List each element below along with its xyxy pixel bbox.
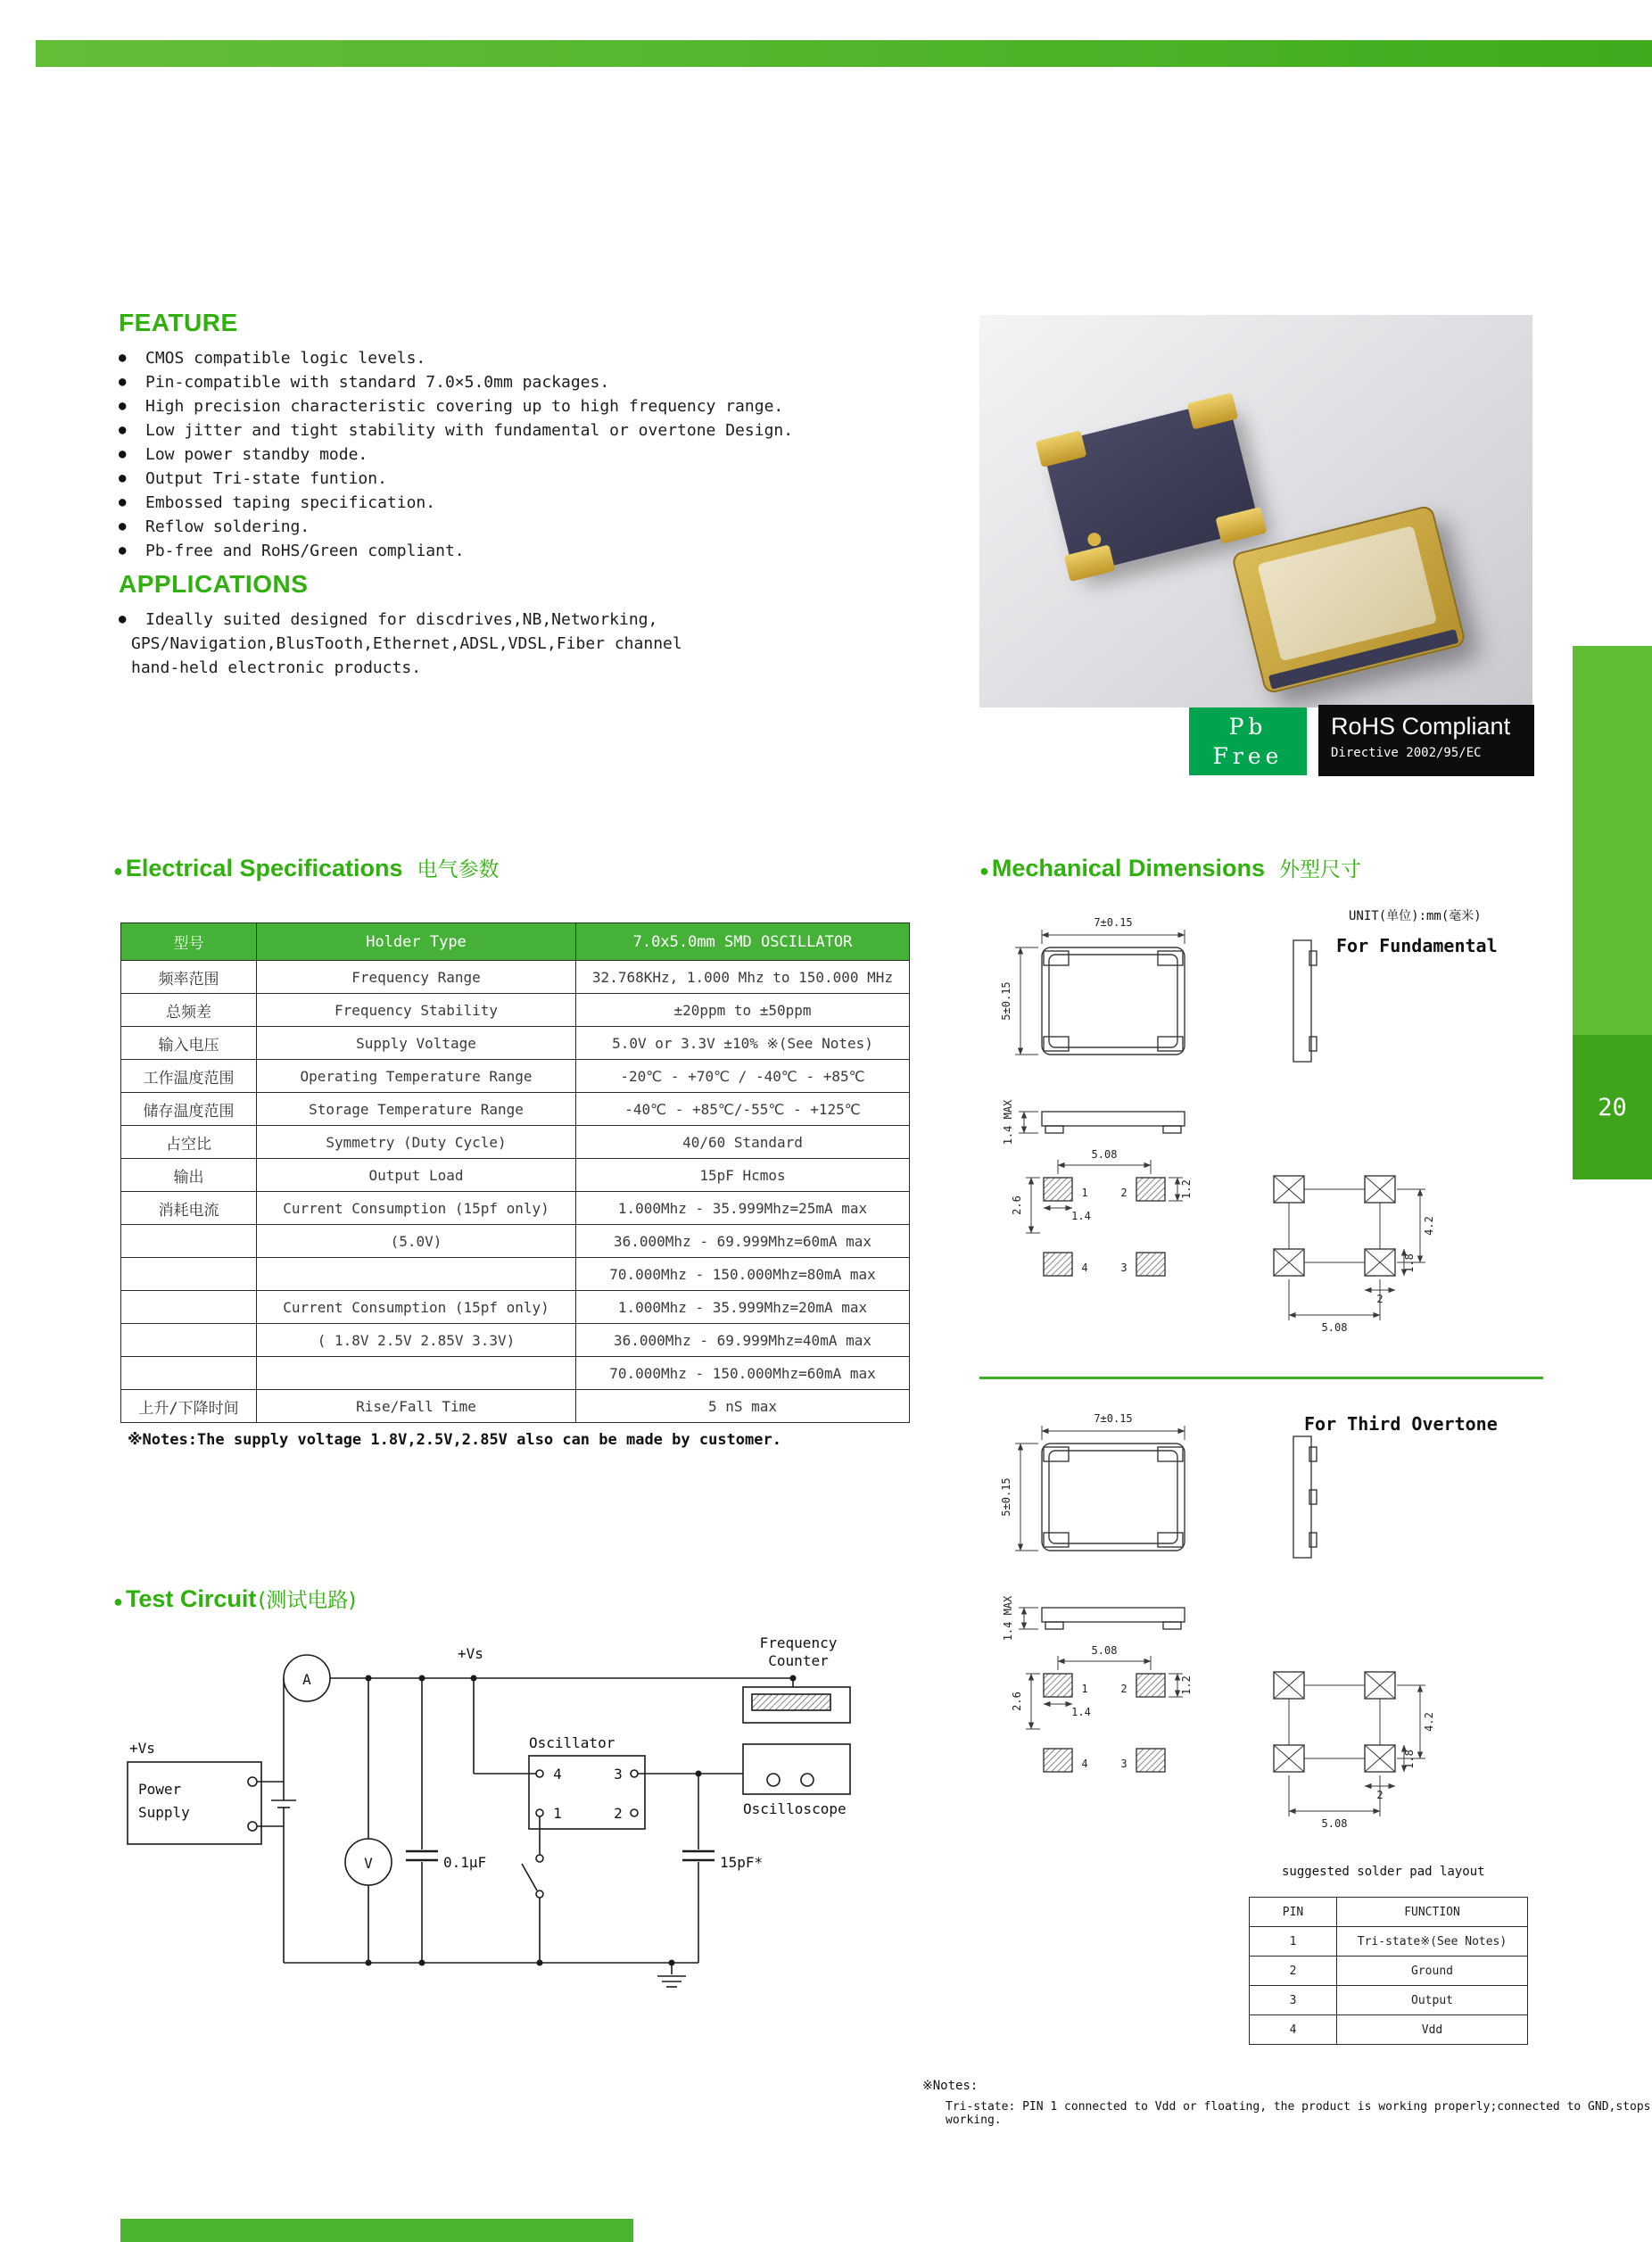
feature-item	[119, 443, 975, 467]
cell	[121, 1258, 257, 1291]
cell: 1	[1250, 1927, 1337, 1957]
land-pattern	[1044, 1674, 1165, 1772]
dim-label-edge-offset: 2.6	[1011, 1692, 1023, 1711]
gold-pad	[1036, 430, 1087, 467]
electrical-specs-note: ※Notes:The supply voltage 1.8V,2.5V,2.85V also can be made by customer.	[128, 1431, 781, 1449]
table-row	[121, 1060, 910, 1093]
feature-item	[119, 491, 975, 515]
cell: Frequency Range	[257, 961, 576, 994]
cell: Vdd	[1337, 2015, 1528, 2045]
applications-list	[119, 608, 975, 680]
feature-item	[119, 394, 975, 418]
package-profile-view	[1042, 1608, 1185, 1629]
mechanical-dimensions-title: Mechanical Dimensions	[991, 855, 1265, 881]
table-row	[121, 1225, 910, 1258]
pad-pin-number: 2	[1120, 1683, 1127, 1695]
ammeter-label: A	[302, 1671, 311, 1688]
header-cell: Holder Type	[257, 923, 576, 961]
solder-pad-note: suggested solder pad layout	[1282, 1865, 1485, 1879]
dim-pad-height	[1169, 1674, 1193, 1697]
pad-pin-number: 1	[1081, 1187, 1088, 1199]
header-cell: 7.0x5.0mm SMD OSCILLATOR	[576, 923, 910, 961]
fundamental-label: For Fundamental	[1336, 935, 1498, 956]
cell: Supply Voltage	[257, 1027, 576, 1060]
dim-pad-width	[1044, 1208, 1091, 1222]
feature-item-text: Low jitter and tight stability with fundamental or overtone Design.	[145, 421, 794, 440]
feature-item-text: CMOS compatible logic levels.	[145, 349, 426, 368]
applications-title: APPLICATIONS	[119, 570, 309, 598]
bullet-icon: ●	[119, 423, 127, 437]
dim-edge-offset	[1011, 1178, 1040, 1233]
dim-solder-pad-height	[1403, 1249, 1416, 1276]
bypass-capacitor-label: 0.1μF	[443, 1854, 487, 1871]
dim-body-height	[1000, 947, 1038, 1055]
cell: 上升/下降时间	[121, 1390, 257, 1423]
test-circuit-title-cn: (测试电路)	[258, 1589, 357, 1612]
table-row	[1250, 1957, 1528, 1986]
frequency-counter-label-1: Frequency	[759, 1634, 838, 1651]
oscilloscope	[743, 1744, 850, 1817]
bullet-icon: ●	[119, 471, 127, 485]
electrical-specs-heading	[113, 853, 500, 882]
table-row	[121, 1258, 910, 1291]
table-header-row	[121, 923, 910, 961]
footer-bar	[120, 2219, 633, 2242]
cell: -20℃ - +70℃ / -40℃ - +85℃	[576, 1060, 910, 1093]
package-side-view	[1293, 940, 1317, 1062]
feature-item-text: Embossed taping specification.	[145, 493, 436, 512]
table-header-row	[1250, 1898, 1528, 1927]
solder-pad	[1274, 1176, 1304, 1203]
feature-item-text: Output Tri-state funtion.	[145, 469, 387, 488]
dim-label-pad-pitch: 5.08	[1091, 1644, 1118, 1657]
solder-pad	[1365, 1745, 1395, 1772]
load-capacitor	[682, 1851, 763, 1871]
cell: 5.0V or 3.3V ±10% ※(See Notes)	[576, 1027, 910, 1060]
pb-free-badge	[1189, 707, 1307, 775]
pin-note-title: ※Notes:	[922, 2079, 979, 2093]
electrical-specs-table	[120, 922, 910, 1423]
cell: ±20ppm to ±50ppm	[576, 994, 910, 1027]
product-photo	[979, 315, 1532, 707]
cell	[121, 1291, 257, 1324]
load-capacitor-label: 15pF*	[720, 1854, 764, 1871]
table-row	[121, 1192, 910, 1225]
power-supply-label-1: Power	[138, 1781, 182, 1798]
cell: Rise/Fall Time	[257, 1390, 576, 1423]
feature-applications-section	[119, 309, 975, 680]
pin1-marker-dot	[1086, 532, 1103, 548]
pad-pin-number: 4	[1081, 1262, 1088, 1274]
table-row	[1250, 2015, 1528, 2045]
dim-pitch-vertical	[1397, 1189, 1435, 1262]
applications-line: hand-held electronic products.	[131, 658, 422, 677]
feature-item	[119, 539, 975, 563]
cell: 频率范围	[121, 961, 257, 994]
test-circuit-title: Test Circuit	[125, 1585, 257, 1612]
cell: 3	[1250, 1986, 1337, 2015]
cell	[257, 1357, 576, 1390]
oscillator-package-bottom-view	[1231, 504, 1466, 694]
voltmeter-label: V	[364, 1855, 373, 1872]
dim-label-pad-height: 1.2	[1180, 1179, 1193, 1199]
cell: 1.000Mhz - 35.999Mhz=20mA max	[576, 1291, 910, 1324]
solder-pad	[1274, 1249, 1304, 1276]
cell: Current Consumption (15pf only)	[257, 1291, 576, 1324]
dim-edge-offset	[1011, 1674, 1040, 1729]
cell: 总频差	[121, 994, 257, 1027]
electrical-specs-title-cn: 电气参数	[417, 858, 500, 881]
cell: 输出	[121, 1159, 257, 1192]
battery-symbol	[271, 1782, 296, 1826]
dim-solder-pad-height	[1403, 1745, 1416, 1772]
solder-pad	[1274, 1672, 1304, 1699]
table-row	[121, 1357, 910, 1390]
pin2-label: 2	[614, 1805, 623, 1822]
bullet-icon: ●	[119, 543, 127, 558]
bullet-icon: ●	[119, 351, 127, 365]
pin4-label: 4	[553, 1766, 562, 1783]
feature-item-text: Pb-free and RoHS/Green compliant.	[145, 542, 465, 560]
dim-pad-pitch-bottom	[1289, 1775, 1380, 1830]
dim-pad-pitch-top	[1058, 1148, 1151, 1174]
cell: Tri-state※(See Notes)	[1337, 1927, 1528, 1957]
header-cell: FUNCTION	[1337, 1898, 1528, 1927]
dim-pad-pitch-top	[1058, 1644, 1151, 1670]
cell: 消耗电流	[121, 1192, 257, 1225]
cell: 40/60 Standard	[576, 1126, 910, 1159]
cell: 2	[1250, 1957, 1337, 1986]
header-cell: PIN	[1250, 1898, 1337, 1927]
mechanical-dimensions-title-cn: 外型尺寸	[1278, 858, 1361, 881]
cell: 70.000Mhz - 150.000Mhz=60mA max	[576, 1357, 910, 1390]
bullet-icon: ●	[119, 447, 127, 461]
table-row	[121, 1126, 910, 1159]
pin-note-body: Tri-state: PIN 1 connected to Vdd or floating, the product is working properly;connected to GND,stops working.	[946, 2100, 1651, 2127]
dim-body-height	[1000, 1444, 1038, 1551]
pad-pin-number: 3	[1120, 1262, 1127, 1274]
rohs-title: RoHS Compliant	[1331, 713, 1511, 740]
vs-left-label: +Vs	[129, 1740, 155, 1757]
pin1-label: 1	[553, 1805, 562, 1822]
feature-item	[119, 418, 975, 443]
cell: Ground	[1337, 1957, 1528, 1986]
pb-free-line1: Pb	[1228, 714, 1268, 740]
oscillator-block	[529, 1734, 645, 1829]
dim-label-body-height: 5±0.15	[1000, 981, 1012, 1021]
dim-body-width	[1042, 916, 1185, 944]
dim-label-solder-pad-height: 1.8	[1403, 1253, 1416, 1273]
feature-item-text: Low power standby mode.	[145, 445, 368, 464]
table-row	[121, 1324, 910, 1357]
cell: 输入电压	[121, 1027, 257, 1060]
cell: 15pF Hcmos	[576, 1159, 910, 1192]
electrical-specs-title: Electrical Specifications	[125, 855, 403, 881]
cell: Symmetry (Duty Cycle)	[257, 1126, 576, 1159]
table-row	[121, 1027, 910, 1060]
package-top-view	[1042, 947, 1185, 1055]
pad-pin-number: 3	[1120, 1758, 1127, 1770]
mech-drawing-overtone	[979, 1408, 1532, 1854]
feature-item	[119, 467, 975, 491]
bullet-icon: ●	[119, 612, 127, 626]
table-row	[121, 994, 910, 1027]
applications-item	[119, 608, 975, 632]
rohs-subtitle: Directive 2002/95/EC	[1331, 746, 1482, 760]
rohs-badge	[1318, 705, 1534, 776]
cell: 4	[1250, 2015, 1337, 2045]
cell: ( 1.8V 2.5V 2.85V 3.3V)	[257, 1324, 576, 1357]
tristate-switch	[522, 1855, 543, 1898]
dim-pitch-vertical	[1397, 1685, 1435, 1758]
dim-label-pad-width: 1.4	[1071, 1210, 1091, 1222]
feature-title: FEATURE	[119, 309, 238, 336]
solder-pad	[1365, 1249, 1395, 1276]
pin3-label: 3	[614, 1766, 623, 1783]
table-row	[121, 1159, 910, 1192]
dim-label-pad-pitch-bottom: 5.08	[1321, 1321, 1348, 1334]
dim-label-body-width: 7±0.15	[1094, 1412, 1133, 1425]
page-number: 20	[1598, 1093, 1627, 1121]
solder-pad	[1274, 1745, 1304, 1772]
bullet-icon: ●	[119, 519, 127, 534]
pb-free-line2: Free	[1212, 743, 1284, 769]
dim-pad-width	[1044, 1704, 1091, 1718]
gold-pad	[1216, 507, 1268, 544]
bullet-icon: ●	[119, 495, 127, 509]
feature-item	[119, 370, 975, 394]
pad-pin-number: 2	[1120, 1187, 1127, 1199]
cell: 储存温度范围	[121, 1093, 257, 1126]
mech-drawing-fundamental	[979, 912, 1532, 1358]
cell: Storage Temperature Range	[257, 1093, 576, 1126]
dim-thickness	[1002, 1099, 1038, 1145]
section-bullet-icon: ●	[113, 862, 123, 880]
dim-label-pad-pitch: 5.08	[1091, 1148, 1118, 1161]
package-side-view	[1293, 1436, 1317, 1558]
junction-dots	[366, 1675, 797, 1966]
cell: (5.0V)	[257, 1225, 576, 1258]
section-divider	[979, 1377, 1543, 1379]
cell: Current Consumption (15pf only)	[257, 1192, 576, 1225]
dim-label-pitch-vertical: 4.2	[1423, 1712, 1435, 1732]
dim-label-body-height: 5±0.15	[1000, 1477, 1012, 1517]
oscilloscope-label: Oscilloscope	[743, 1800, 847, 1817]
gold-pad	[1187, 393, 1239, 430]
bullet-icon: ●	[119, 375, 127, 389]
solder-pad	[1365, 1672, 1395, 1699]
header-cell: 型号	[121, 923, 257, 961]
package-top-view	[1042, 1444, 1185, 1551]
applications-line: GPS/Navigation,BlusTooth,Ethernet,ADSL,VDSL,Fiber channel	[131, 634, 682, 653]
cell: 36.000Mhz - 69.999Mhz=40mA max	[576, 1324, 910, 1357]
bypass-capacitor	[406, 1851, 486, 1871]
cell: 1.000Mhz - 35.999Mhz=25mA max	[576, 1192, 910, 1225]
page-number-tab	[1573, 1035, 1652, 1179]
dim-label-thickness: 1.4 MAX	[1002, 1099, 1014, 1146]
dim-pad-height	[1169, 1178, 1193, 1201]
mechanical-dimensions-heading	[979, 853, 1361, 882]
dim-label-solder-pad-width: 2	[1376, 1789, 1384, 1801]
power-supply-label-2: Supply	[138, 1804, 190, 1821]
cell: 5 nS max	[576, 1390, 910, 1423]
feature-item	[119, 515, 975, 539]
section-bullet-icon: ●	[113, 1593, 123, 1610]
unit-label: UNIT(单位):mm(毫米)	[1349, 909, 1482, 923]
pad-pin-number: 4	[1081, 1758, 1088, 1770]
cell: -40℃ - +85℃/-55℃ - +125℃	[576, 1093, 910, 1126]
ammeter	[284, 1655, 330, 1701]
gold-pad	[1064, 544, 1116, 582]
solder-pad-pattern	[1274, 1176, 1395, 1276]
feature-item-text: High precision characteristic covering up to high frequency range.	[145, 397, 784, 416]
feature-item-text: Pin-compatible with standard 7.0×5.0mm packages.	[145, 373, 610, 392]
cell: 36.000Mhz - 69.999Mhz=60mA max	[576, 1225, 910, 1258]
power-supply	[128, 1740, 261, 1844]
bullet-icon: ●	[119, 399, 127, 413]
cell	[121, 1357, 257, 1390]
vs-top-label: +Vs	[458, 1645, 483, 1662]
feature-list	[119, 346, 975, 563]
table-row	[1250, 1927, 1528, 1957]
voltmeter	[345, 1839, 392, 1885]
solder-pad	[1365, 1176, 1395, 1203]
table-row	[121, 1291, 910, 1324]
feature-item-text: Reflow soldering.	[145, 517, 310, 536]
pad-pin-number: 1	[1081, 1683, 1088, 1695]
table-row	[121, 1390, 910, 1423]
feature-item	[119, 346, 975, 370]
dim-pad-pitch-bottom	[1289, 1279, 1380, 1334]
land-pattern	[1044, 1178, 1165, 1276]
section-bullet-icon: ●	[979, 862, 989, 880]
header-bar	[36, 40, 1652, 67]
package-profile-view	[1042, 1112, 1185, 1133]
cell: 32.768KHz, 1.000 Mhz to 150.000 MHz	[576, 961, 910, 994]
circuit-wires	[257, 1678, 793, 1974]
applications-line: Ideally suited designed for discdrives,NB,Networking,	[145, 610, 658, 629]
frequency-counter-label-2: Counter	[768, 1652, 829, 1669]
cell: Frequency Stability	[257, 994, 576, 1027]
cell	[257, 1258, 576, 1291]
test-circuit-heading	[113, 1584, 356, 1613]
dim-label-edge-offset: 2.6	[1011, 1195, 1023, 1215]
solder-pad-pattern	[1274, 1672, 1395, 1772]
dim-label-thickness: 1.4 MAX	[1002, 1595, 1014, 1642]
cell: Output	[1337, 1986, 1528, 2015]
dim-label-pitch-vertical: 4.2	[1423, 1216, 1435, 1236]
cell	[121, 1225, 257, 1258]
cell: 70.000Mhz - 150.000Mhz=80mA max	[576, 1258, 910, 1291]
table-row	[1250, 1986, 1528, 2015]
dim-label-solder-pad-height: 1.8	[1403, 1750, 1416, 1769]
dim-label-pad-pitch-bottom: 5.08	[1321, 1817, 1348, 1830]
cell: 占空比	[121, 1126, 257, 1159]
ground-symbol	[657, 1976, 686, 1987]
table-row	[121, 1093, 910, 1126]
oscillator-package-top-view	[1042, 399, 1260, 575]
dim-label-body-width: 7±0.15	[1094, 916, 1133, 929]
dim-label-solder-pad-width: 2	[1376, 1293, 1384, 1305]
dim-thickness	[1002, 1595, 1038, 1641]
dim-label-pad-width: 1.4	[1071, 1706, 1091, 1718]
dim-label-pad-height: 1.2	[1180, 1675, 1193, 1695]
cell: Operating Temperature Range	[257, 1060, 576, 1093]
test-circuit-diagram	[119, 1628, 930, 2021]
cell: Output Load	[257, 1159, 576, 1192]
side-tab	[1573, 646, 1652, 1035]
table-row	[121, 961, 910, 994]
dim-body-width	[1042, 1412, 1185, 1440]
pin-function-table	[1249, 1897, 1528, 2045]
cell	[121, 1324, 257, 1357]
cell: 工作温度范围	[121, 1060, 257, 1093]
oscillator-label: Oscillator	[529, 1734, 615, 1751]
overtone-label: For Third Overtone	[1304, 1413, 1498, 1435]
